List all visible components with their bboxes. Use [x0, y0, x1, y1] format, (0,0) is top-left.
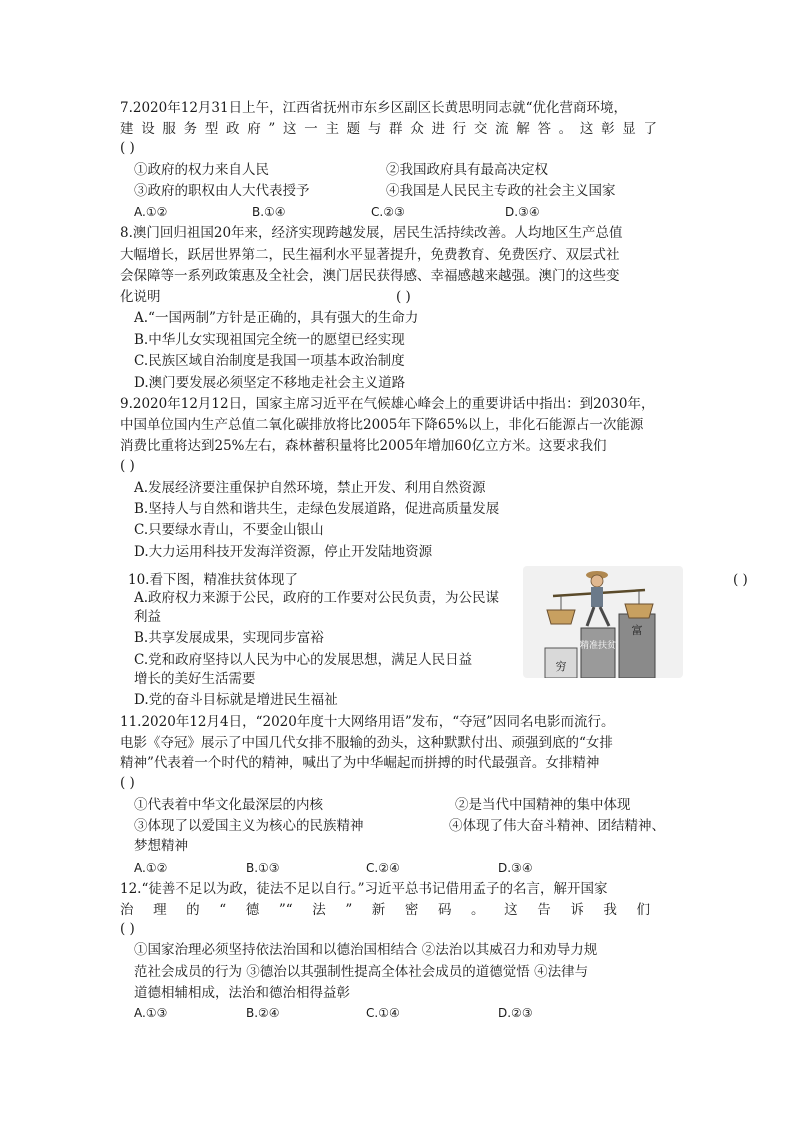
q9-option-b: B.坚持人与自然和谐共生，走绿色发展道路，促进高质量发展	[134, 501, 500, 517]
q8-stem-line2: 大幅增长，跃居世界第二，民生福利水平显著提升，免费教育、免费医疗、双层式社	[120, 247, 620, 263]
q12-option-c: C.①④	[366, 1006, 400, 1020]
q11-statement-4-cont: 梦想精神	[134, 838, 188, 854]
q8-option-a: A.“一国两制”方针是正确的，具有强大的生命力	[134, 310, 419, 326]
rich-label: 富	[631, 624, 643, 637]
q9-answer-paren: ( )	[120, 458, 135, 474]
q8-stem-line3: 会保障等一系列政策惠及全社会，澳门居民获得感、幸福感越来越强。澳门的这些变	[120, 268, 620, 284]
q12-option-b: B.②④	[246, 1006, 280, 1020]
q9-option-a: A.发展经济要注重保护自然环境，禁止开发、利用自然资源	[134, 480, 486, 496]
q11-statement-3: ③体现了以爱国主义为核心的民族精神	[134, 818, 364, 834]
poor-label: 穷	[555, 660, 567, 673]
q10-option-a-line1: A.政府权力来源于公民，政府的工作要对公民负责，为公民谋	[134, 590, 500, 606]
precision-label: 精准扶贫	[579, 641, 617, 651]
q12-statement-line2: 范社会成员的行为 ③德治以其强制性提高全体社会成员的道德觉悟 ④法律与	[134, 964, 589, 980]
right-basket	[625, 604, 653, 618]
q11-stem-line3: 精神”代表着一个时代的精神，喊出了为中华崛起而拼搏的时代最强音。女排精神	[120, 755, 600, 771]
q7-statement-2: ②我国政府具有最高决定权	[386, 162, 548, 178]
q8-option-c: C.民族区域自治制度是我国一项基本政治制度	[134, 353, 405, 369]
q7-option-c: C.②③	[371, 205, 405, 219]
q8-answer-paren: ( )	[396, 289, 411, 305]
q7-statement-3: ③政府的职权由人大代表授予	[134, 183, 310, 199]
q8-option-d: D.澳门要发展必须坚定不移地走社会主义道路	[134, 375, 406, 391]
q12-statement-line1: ①国家治理必须坚持依法治国和以德治国相结合 ②法治以其威召力和劝导力规	[134, 942, 598, 958]
q12-statement-line3: 道德相辅相成，法治和德治相得益彰	[134, 985, 350, 1001]
q8-stem-line4: 化说明	[120, 289, 161, 305]
q11-option-a: A.①②	[134, 861, 168, 875]
q12-option-d: D.②③	[498, 1006, 533, 1020]
q11-option-b: B.①③	[246, 861, 280, 875]
farmer-head	[591, 575, 603, 587]
q11-stem-line2: 电影《夺冠》展示了中国几代女排不服输的劲头，这种默默付出、顽强到底的“女排	[120, 735, 613, 751]
q10-option-b: B.共享发展成果，实现同步富裕	[134, 630, 324, 646]
farmer-body	[591, 587, 603, 607]
q7-answer-paren: ( )	[120, 140, 135, 156]
q9-option-c: C.只要绿水青山，不要金山银山	[134, 522, 324, 538]
q11-stem-line1: 11.2020年12月4日，“2020年度十大网络用语”发布，“夺冠”因同名电影而流行。	[120, 714, 615, 730]
q10-option-c-line1: C.党和政府坚持以人民为中心的发展思想，满足人民日益	[134, 652, 473, 668]
left-basket	[547, 610, 575, 624]
q10-stem: 10.看下图，精准扶贫体现了	[128, 572, 298, 588]
q7-stem-line1: 7.2020年12月31日上午，江西省抚州市东乡区副区长黄思明同志就“优化营商环境，	[120, 100, 627, 116]
poverty-alleviation-illustration	[523, 566, 683, 678]
q11-statement-1: ①代表着中华文化最深层的内核	[134, 797, 323, 813]
q12-answer-paren: ( )	[120, 921, 135, 937]
q10-option-c-line2: 增长的美好生活需要	[134, 671, 256, 687]
q7-stem-line2: 建设服务型政府”这一主题与群众进行交流解答。这彰显了	[120, 121, 657, 137]
q7-option-a: A.①②	[134, 205, 168, 219]
q9-option-d: D.大力运用科技开发海洋资源，停止开发陆地资源	[134, 544, 433, 560]
q8-stem-line1: 8.澳门回归祖国20年来，经济实现跨越发展，居民生活持续改善。人均地区生产总值	[120, 225, 623, 241]
q7-option-b: B.①④	[252, 205, 286, 219]
q7-option-d: D.③④	[505, 205, 540, 219]
q11-answer-paren: ( )	[120, 775, 135, 791]
q12-stem-line1: 12.“徒善不足以为政，徒法不足以自行。”习近平总书记借用孟子的名言，解开国家	[120, 881, 608, 897]
q7-statement-1: ①政府的权力来自人民	[134, 162, 269, 178]
q9-stem-line1: 9.2020年12月12日，国家主席习近平在气候雄心峰会上的重要讲话中指出：到2030年，	[120, 396, 655, 412]
q11-statement-4: ④体现了伟大奋斗精神、团结精神、	[449, 818, 665, 834]
q10-option-a-line2: 利益	[134, 609, 161, 625]
q12-stem-line2: 治理的“德”“法”新密码。这告诉我们	[120, 902, 650, 918]
q10-answer-paren: ( )	[733, 572, 748, 588]
q8-option-b: B.中华儿女实现祖国完全统一的愿望已经实现	[134, 332, 405, 348]
q11-option-c: C.②④	[366, 861, 400, 875]
q11-statement-2: ②是当代中国精神的集中体现	[455, 797, 631, 813]
precision-step	[581, 628, 615, 678]
q12-option-a: A.①③	[134, 1006, 168, 1020]
q7-statement-4: ④我国是人民民主专政的社会主义国家	[386, 183, 616, 199]
q9-stem-line2: 中国单位国内生产总值二氧化碳排放将比2005年下降65%以上，非化石能源占一次能源	[120, 417, 644, 433]
q10-option-d: D.党的奋斗目标就是增进民生福祉	[134, 692, 338, 708]
q11-option-d: D.③④	[498, 861, 533, 875]
q9-stem-line3: 消费比重将达到25%左右，森林蓄积量将比2005年增加60亿立方米。这要求我们	[120, 438, 607, 454]
